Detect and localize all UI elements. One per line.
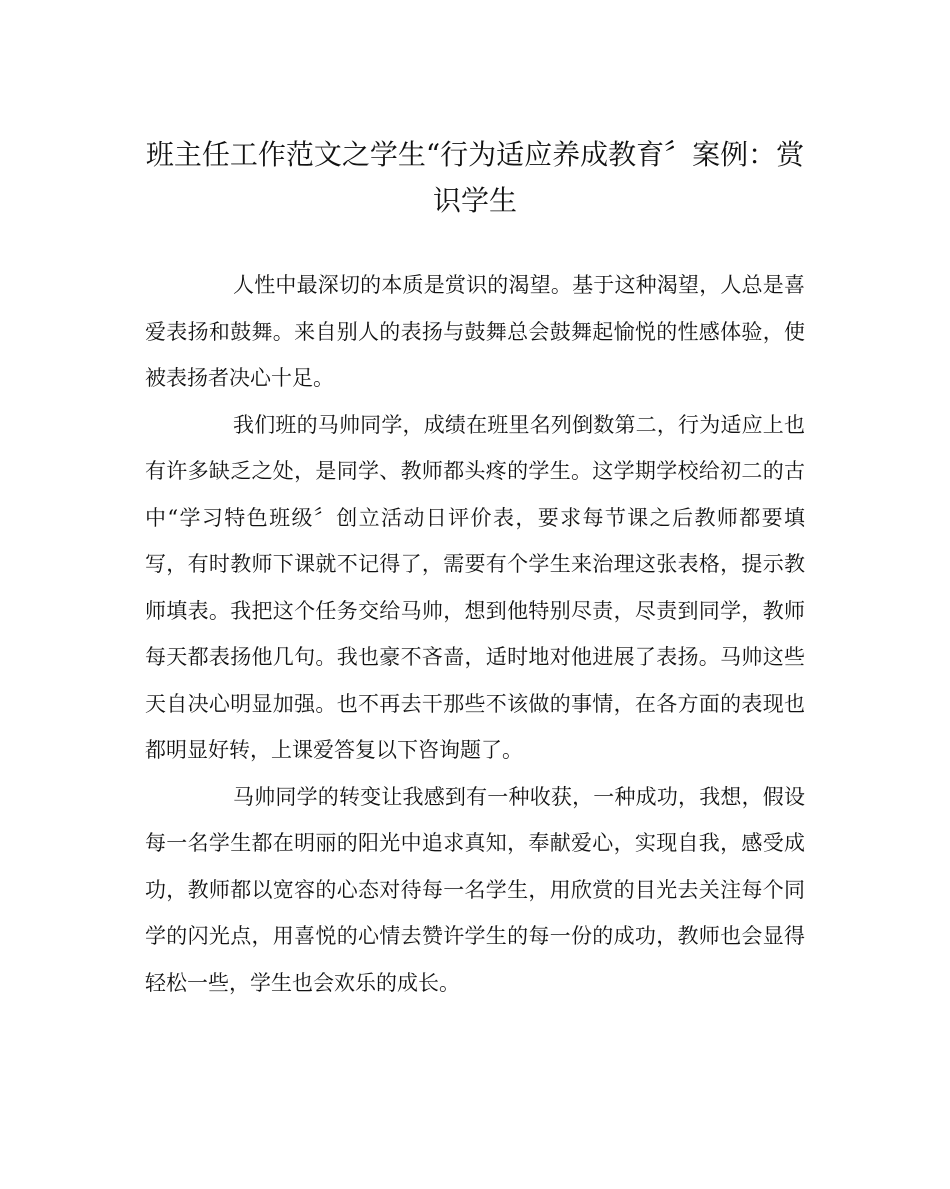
paragraph-1: 人性中最深切的本质是赏识的渴望。基于这种渴望，人总是喜爱表扬和鼓舞。来自别人的表扬与鼓舞总会鼓舞起愉悦的性感体验，使被表扬者决心十足。 <box>145 273 805 390</box>
paragraph-3: 马帅同学的转变让我感到有一种收获，一种成功，我想，假设每一名学生都在明丽的阳光中追求真知，奉献爱心，实现自我，感受成功，教师都以宽容的心态对待每一名学生，用欣赏的目光去关注每个同学的闪光点，用喜悦的心情去赞许学生的每一份的成功，教师也会显得轻松一些，学生也会欢乐的成长。 <box>145 784 805 995</box>
document-title: 班主任工作范文之学生“行为适应养成教育〞案例：赏识学生 <box>145 138 805 217</box>
document-body <box>145 262 805 1006</box>
paragraph-2: 我们班的马帅同学，成绩在班里名列倒数第二，行为适应上也有许多缺乏之处，是同学、教师都头疼的学生。这学期学校给初二的古中“学习特色班级〞创立活动日评价表，要求每节课之后教师都要填写，有时教师下课就不记得了，需要有个学生来治理这张表格，提示教师填表。我把这个任务交给马帅，想到他特别尽责，尽责到同学，教师每天都表扬他几句。我也豪不吝啬，适时地对他进展了表扬。马帅这些天自决心明显加强。也不再去干那些不该做的事情，在各方面的表现也都明显好转，上课爱答复以下咨询题了。 <box>145 412 805 762</box>
